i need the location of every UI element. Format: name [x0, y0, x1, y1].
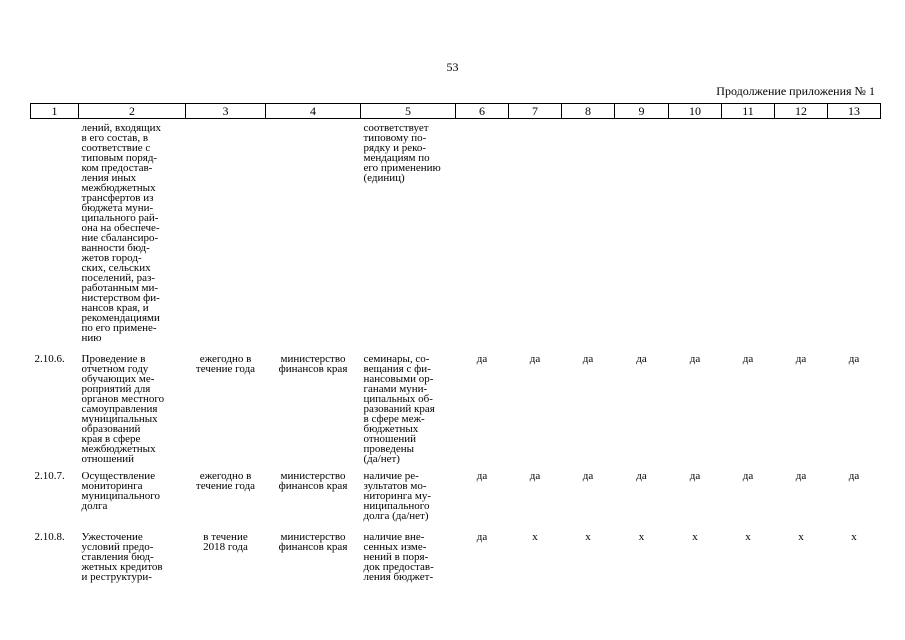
value-cell: да: [795, 353, 807, 365]
value-cell: да: [582, 470, 594, 482]
executor-text: министерство финансов края: [278, 353, 348, 375]
header-cell: 5: [361, 104, 456, 119]
value-cell: [562, 119, 615, 354]
item-number: [31, 119, 79, 354]
value-cell: да: [529, 470, 541, 482]
value-cell: да: [795, 470, 807, 482]
value-cell: [669, 119, 722, 354]
header-cell: 6: [456, 104, 509, 119]
executor-text: министерство финансов края: [278, 470, 348, 492]
value-cell: [615, 119, 669, 354]
term-text: ежегодно в течение года: [195, 470, 256, 492]
value-cell: х: [532, 531, 538, 543]
header-cell: 1: [31, 104, 79, 119]
term-text: ежегодно в течение года: [195, 353, 256, 375]
item-number: 2.10.8.: [34, 531, 65, 543]
indicator-text: соответствует типовому по- рядку и реко- мендациям по его применению (единиц): [363, 122, 441, 184]
header-cell: 4: [266, 104, 361, 119]
measure-text: Проведение в отчетном году обучающих ме- роприятий для органов местного самоуправления муниципальных образований края в сфере межбюджетных отношений: [81, 353, 165, 465]
continuation-caption: Продолжение приложения № 1: [716, 84, 875, 98]
header-cell: 12: [775, 104, 828, 119]
value-cell: да: [742, 470, 754, 482]
header-cell: 9: [615, 104, 669, 119]
value-cell: да: [689, 353, 701, 365]
value-cell: х: [585, 531, 591, 543]
measure-text: Ужесточение условий предо- ставления бюд- жетных кредитов и реструктури-: [81, 531, 163, 583]
table-row: [31, 353, 881, 470]
table-row: [31, 470, 881, 531]
value-cell: х: [798, 531, 804, 543]
table-row: [31, 531, 881, 582]
value-cell: да: [529, 353, 541, 365]
appendix-table: [30, 103, 881, 582]
indicator-text: наличие ре- зультатов мо- ниторинга му- ниципального долга (да/нет): [363, 470, 431, 522]
header-cell: 2: [79, 104, 186, 119]
value-cell: да: [476, 531, 488, 543]
measure-text: Осуществление мониторинга муниципального долга: [81, 470, 161, 512]
term-text: в течение 2018 года: [203, 531, 248, 553]
value-cell: х: [692, 531, 698, 543]
value-cell: х: [638, 531, 645, 543]
indicator-text: наличие вне- сенных изме- нений в поря- док предостав- ления бюджет-: [363, 531, 434, 583]
measure-text: лений, входящих в его состав, в соответствие с типовым поряд- ком предостав- ления иных межбюджетных трансфертов из бюджета муни- ципального рай- она на обеспече- ние сбалансиро- ванности бюд- жетов город- ских, сельских поселений, раз- работанным ми- нистерством фи- нансов края, и рекомендациями по его примене- нию: [81, 122, 162, 344]
value-cell: да: [582, 353, 594, 365]
header-cell: 7: [509, 104, 562, 119]
value-cell: да: [476, 470, 488, 482]
value-cell: да: [636, 353, 647, 365]
value-cell: х: [745, 531, 751, 543]
value-cell: [456, 119, 509, 354]
executor-text: министерство финансов края: [278, 531, 348, 553]
value-cell: да: [476, 353, 488, 365]
value-cell: да: [742, 353, 754, 365]
value-cell: да: [636, 470, 647, 482]
value-cell: да: [689, 470, 701, 482]
table-row: [31, 119, 881, 354]
page-number: 53: [446, 60, 459, 74]
value-cell: да: [848, 353, 860, 365]
header-cell: 8: [562, 104, 615, 119]
header-cell: 10: [669, 104, 722, 119]
header-cell: 13: [828, 104, 881, 119]
header-cell: 3: [186, 104, 266, 119]
value-cell: [722, 119, 775, 354]
value-cell: [828, 119, 881, 354]
value-cell: [775, 119, 828, 354]
header-row: [31, 104, 881, 119]
value-cell: да: [848, 470, 860, 482]
value-cell: [509, 119, 562, 354]
item-number: 2.10.7.: [34, 470, 65, 482]
header-cell: 11: [722, 104, 775, 119]
indicator-text: семинары, со- вещания с фи- нансовыми ор- ганами муни- ципальных об- разований края в сфере меж- бюджетных отношений проведены (да/нет): [363, 353, 435, 465]
item-number: 2.10.6.: [34, 353, 65, 365]
value-cell: х: [851, 531, 857, 543]
